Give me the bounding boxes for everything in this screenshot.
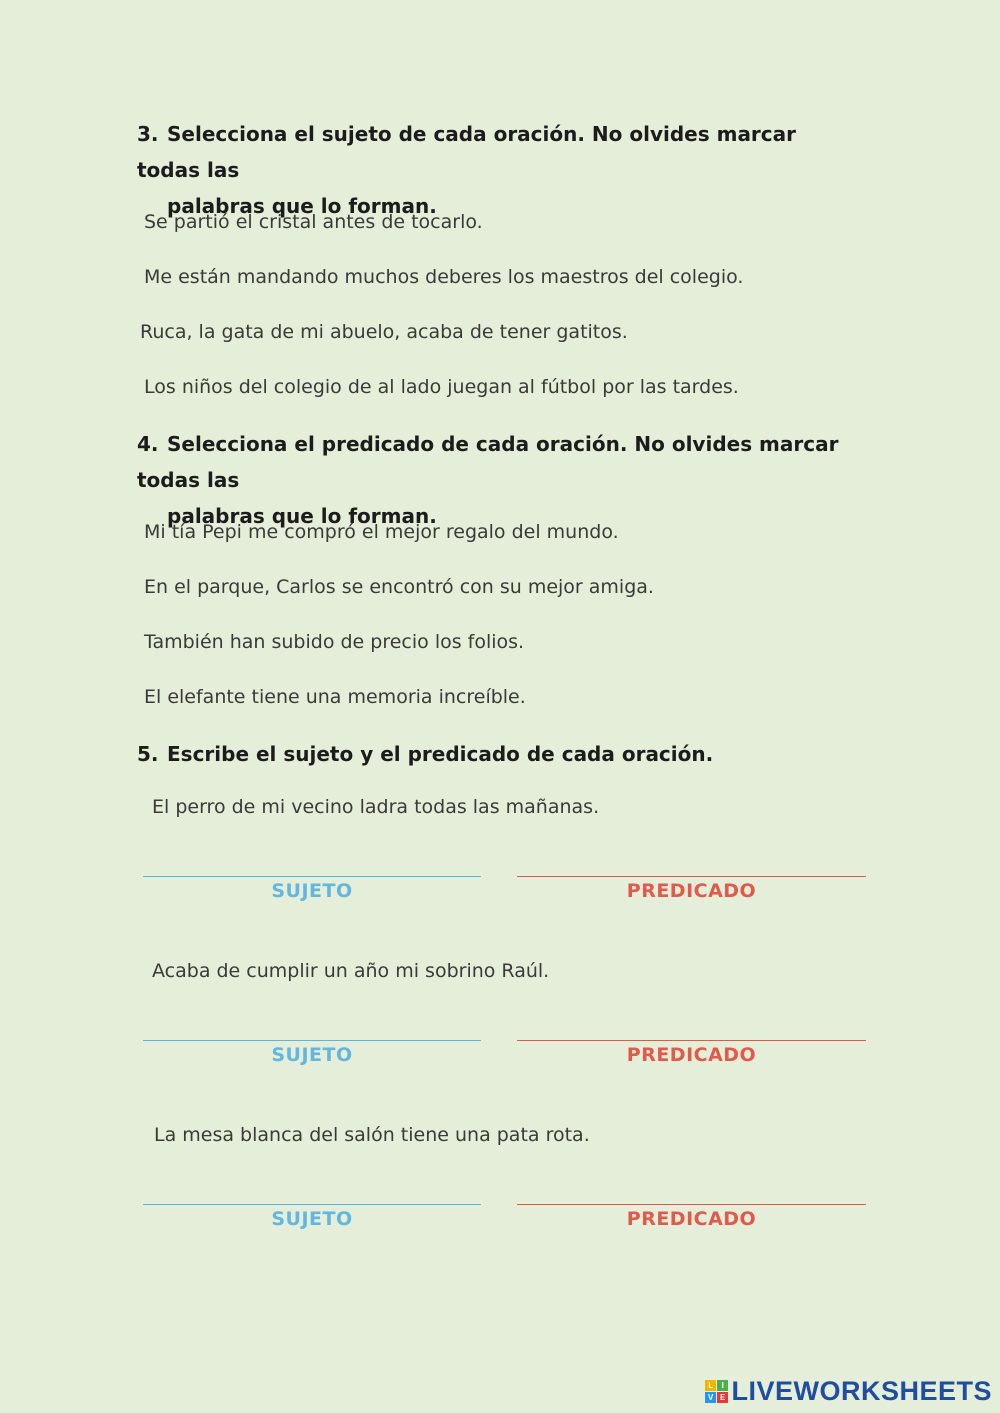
sujeto-label-1: SUJETO [271,880,353,902]
predicado-label-2: PREDICADO [626,1044,757,1066]
predicado-answer-line-1[interactable] [517,876,866,877]
predicado-label-3: PREDICADO [626,1208,757,1230]
section-4-instruction [137,426,857,534]
section-5-instruction-line1: Escribe el sujeto y el predicado de cada oración. [167,742,714,766]
section-5-instruction [137,736,857,772]
sujeto-label-2: SUJETO [271,1044,353,1066]
section-3-sentence-4[interactable]: Los niños del colegio de al lado juegan al fútbol por las tardes. [144,376,739,398]
section-3-sentence-2[interactable]: Me están mandando muchos deberes los maestros del colegio. [144,266,744,288]
section-5-sentence-3: La mesa blanca del salón tiene una pata rota. [154,1124,590,1146]
sujeto-answer-line-2[interactable] [143,1040,481,1041]
liveworksheets-logo-icon [705,1380,728,1403]
predicado-answer-line-3[interactable] [517,1204,866,1205]
section-3-number: 3. [137,122,159,146]
section-4-instruction-line2: palabras que lo forman. [167,504,437,528]
logo-letter-i: I [717,1380,728,1391]
section-3-instruction-line1: Selecciona el sujeto de cada oración. No olvides marcar todas las [137,122,797,182]
liveworksheets-brand [705,1376,992,1407]
section-4-number: 4. [137,432,159,456]
section-4-instruction-line1: Selecciona el predicado de cada oración. No olvides marcar todas las [137,432,839,492]
sujeto-answer-line-3[interactable] [143,1204,481,1205]
section-5-sentence-2: Acaba de cumplir un año mi sobrino Raúl. [152,960,550,982]
section-3-sentence-3[interactable]: Ruca, la gata de mi abuelo, acaba de tener gatitos. [140,321,628,343]
logo-letter-l: L [705,1380,716,1391]
section-4-sentence-4[interactable]: El elefante tiene una memoria increíble. [144,686,526,708]
predicado-answer-line-2[interactable] [517,1040,866,1041]
logo-letter-v: V [705,1392,716,1403]
predicado-label-1: PREDICADO [626,880,757,902]
sujeto-label-3: SUJETO [271,1208,353,1230]
logo-letter-e: E [717,1392,728,1403]
section-5-number: 5. [137,742,159,766]
section-3-sentence-1[interactable]: Se partió el cristal antes de tocarlo. [144,211,483,233]
sujeto-answer-line-1[interactable] [143,876,481,877]
section-4-sentence-3[interactable]: También han subido de precio los folios. [144,631,525,653]
section-3-instruction-line2: palabras que lo forman. [167,194,437,218]
section-5-sentence-1: El perro de mi vecino ladra todas las mañanas. [152,796,600,818]
section-4-sentence-2[interactable]: En el parque, Carlos se encontró con su mejor amiga. [144,576,654,598]
brand-text: LIVEWORKSHEETS [731,1376,992,1406]
section-4-sentence-1[interactable]: Mi tía Pepi me compró el mejor regalo del mundo. [144,521,619,543]
section-3-instruction [137,116,857,224]
